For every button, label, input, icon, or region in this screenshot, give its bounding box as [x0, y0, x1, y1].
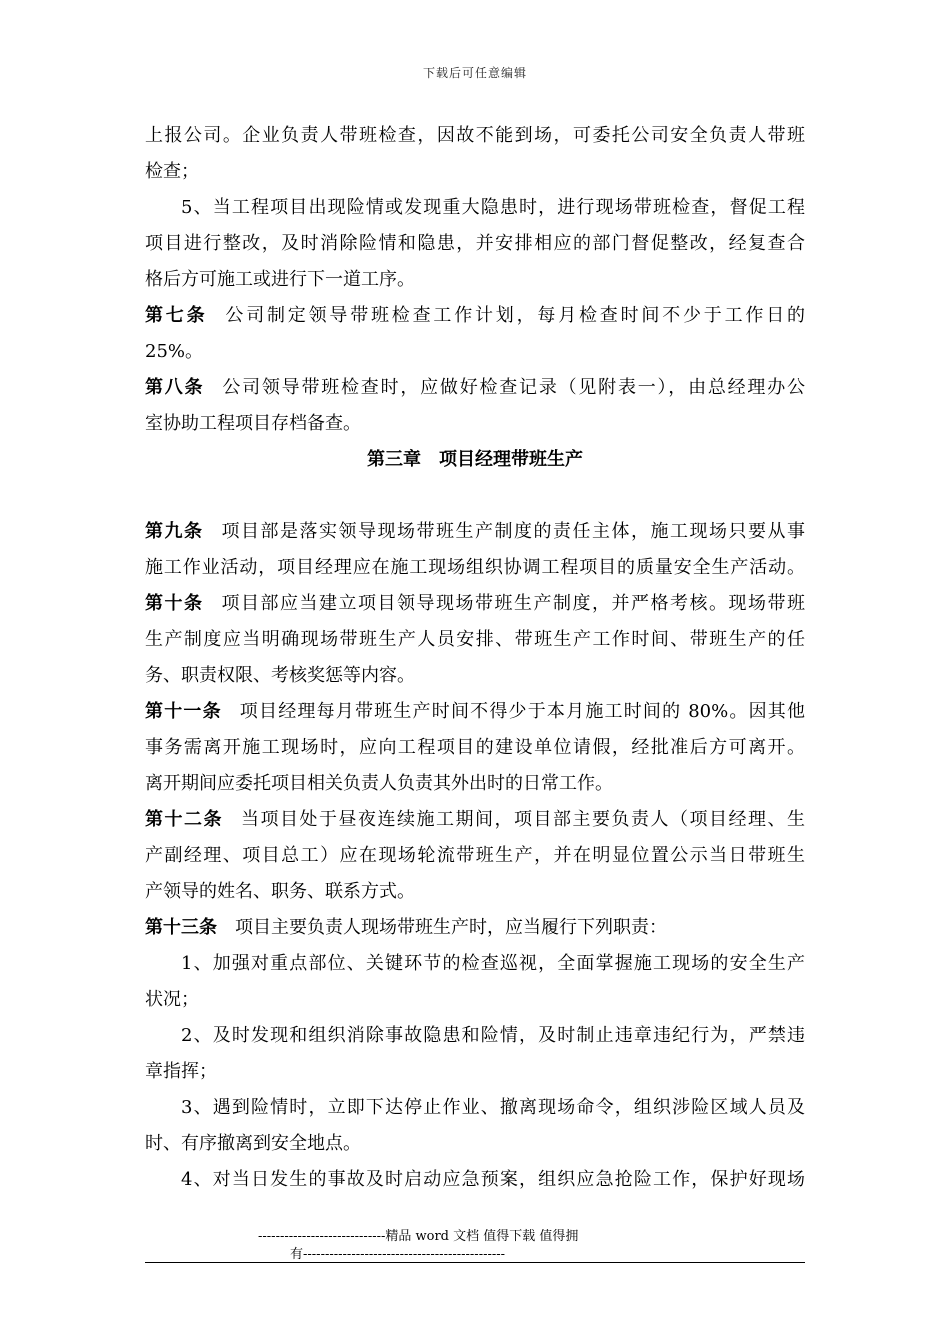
- line-text: 项目进行整改，及时消除险情和隐患，并安排相应的部门督促整改，经复查合: [145, 233, 805, 254]
- chapter-number: 第三章: [367, 449, 421, 470]
- article-number: 第七条: [145, 305, 208, 326]
- article-number: 第十一条: [145, 701, 222, 722]
- line-text: 离开期间应委托项目相关负责人负责其外出时的日常工作。: [145, 773, 613, 794]
- article-line: [145, 802, 805, 838]
- paragraph-line: [145, 1126, 805, 1162]
- article-line: [145, 298, 805, 334]
- line-text: 当项目处于昼夜连续施工期间，项目部主要负责人（项目经理、生: [241, 809, 805, 830]
- paragraph-line: [145, 982, 805, 1018]
- paragraph-line: [145, 406, 805, 442]
- line-text: 5、当工程项目出现险情或发现重大隐患时，进行现场带班检查，督促工程: [181, 197, 805, 218]
- text-block-2: [145, 514, 805, 1198]
- chapter-heading: [145, 442, 805, 514]
- paragraph-line: [145, 1162, 805, 1198]
- line-text: 项目部是落实领导现场带班生产制度的责任主体，施工现场只要从事: [221, 521, 805, 542]
- article-number: 第十条: [145, 593, 204, 614]
- line-text: 上报公司。企业负责人带班检查，因故不能到场，可委托公司安全负责人带班: [145, 125, 805, 146]
- paragraph-line: [145, 874, 805, 910]
- article-line: [145, 370, 805, 406]
- paragraph-line: [145, 190, 805, 226]
- line-text: 时、有序撤离到安全地点。: [145, 1133, 361, 1154]
- chapter-title: 项目经理带班生产: [439, 449, 583, 470]
- paragraph-line: [145, 118, 805, 154]
- line-text: 4、对当日发生的事故及时启动应急预案，组织应急抢险工作，保护好现场: [181, 1169, 805, 1190]
- article-line: [145, 910, 805, 946]
- line-text: 公司领导带班检查时，应做好检查记录（见附表一），由总经理办公: [222, 377, 805, 398]
- line-text: 室协助工程项目存档备查。: [145, 413, 361, 434]
- paragraph-line: [145, 766, 805, 802]
- paragraph-line: [145, 622, 805, 658]
- paragraph-line: [145, 1090, 805, 1126]
- line-text: 检查；: [145, 161, 199, 182]
- article-line: [145, 586, 805, 622]
- line-text: 1、加强对重点部位、关键环节的检查巡视，全面掌握施工现场的安全生产: [181, 953, 805, 974]
- line-text: 生产制度应当明确现场带班生产人员安排、带班生产工作时间、带班生产的任: [145, 629, 805, 650]
- line-text: 项目主要负责人现场带班生产时，应当履行下列职责：: [235, 917, 667, 938]
- line-text: 施工作业活动，项目经理应在施工现场组织协调工程项目的质量安全生产活动。: [145, 557, 805, 578]
- footer-divider: [145, 1262, 805, 1263]
- document-body: [145, 118, 805, 1198]
- line-text: 2、及时发现和组织消除事故隐患和险情，及时制止违章违纪行为，严禁违: [181, 1025, 805, 1046]
- paragraph-line: [145, 946, 805, 982]
- paragraph-line: [145, 658, 805, 694]
- paragraph-line: [145, 1018, 805, 1054]
- line-text: 产副经理、项目总工）应在现场轮流带班生产，并在明显位置公示当日带班生: [145, 845, 805, 866]
- line-text: 状况；: [145, 989, 199, 1010]
- line-text: 项目部应当建立项目领导现场带班生产制度，并严格考核。现场带班: [221, 593, 805, 614]
- paragraph-line: [145, 262, 805, 298]
- paragraph-line: [145, 1054, 805, 1090]
- text-block-1: [145, 118, 805, 442]
- paragraph-line: [145, 154, 805, 190]
- line-text: 3、遇到险情时，立即下达停止作业、撤离现场命令，组织涉险区域人员及: [181, 1097, 805, 1118]
- footer-line-2: 有----------------------------------------------: [290, 1247, 506, 1262]
- article-number: 第九条: [145, 521, 204, 542]
- paragraph-line: [145, 838, 805, 874]
- line-text: 公司制定领导带班检查工作计划，每月检查时间不少于工作日的: [225, 305, 805, 326]
- paragraph-line: [145, 226, 805, 262]
- line-text: 项目经理每月带班生产时间不得少于本月施工时间的 80%。因其他: [239, 701, 805, 722]
- line-text: 25%。: [145, 341, 204, 362]
- article-number: 第十三条: [145, 917, 217, 938]
- footer-line-1: -----------------------------精品 word 文档 值得下载 值得拥: [258, 1229, 579, 1244]
- paragraph-line: [145, 550, 805, 586]
- paragraph-line: [145, 730, 805, 766]
- line-text: 产领导的姓名、职务、联系方式。: [145, 881, 415, 902]
- page-header: 下载后可任意编辑: [422, 66, 527, 80]
- line-text: 务、职责权限、考核奖惩等内容。: [145, 665, 415, 686]
- article-number: 第八条: [145, 377, 205, 398]
- article-line: [145, 514, 805, 550]
- line-text: 事务需离开施工现场时，应向工程项目的建设单位请假，经批准后方可离开。: [145, 737, 805, 758]
- paragraph-line: [145, 334, 805, 370]
- line-text: 章指挥；: [145, 1061, 217, 1082]
- line-text: 格后方可施工或进行下一道工序。: [145, 269, 415, 290]
- article-line: [145, 694, 805, 730]
- article-number: 第十二条: [145, 809, 223, 830]
